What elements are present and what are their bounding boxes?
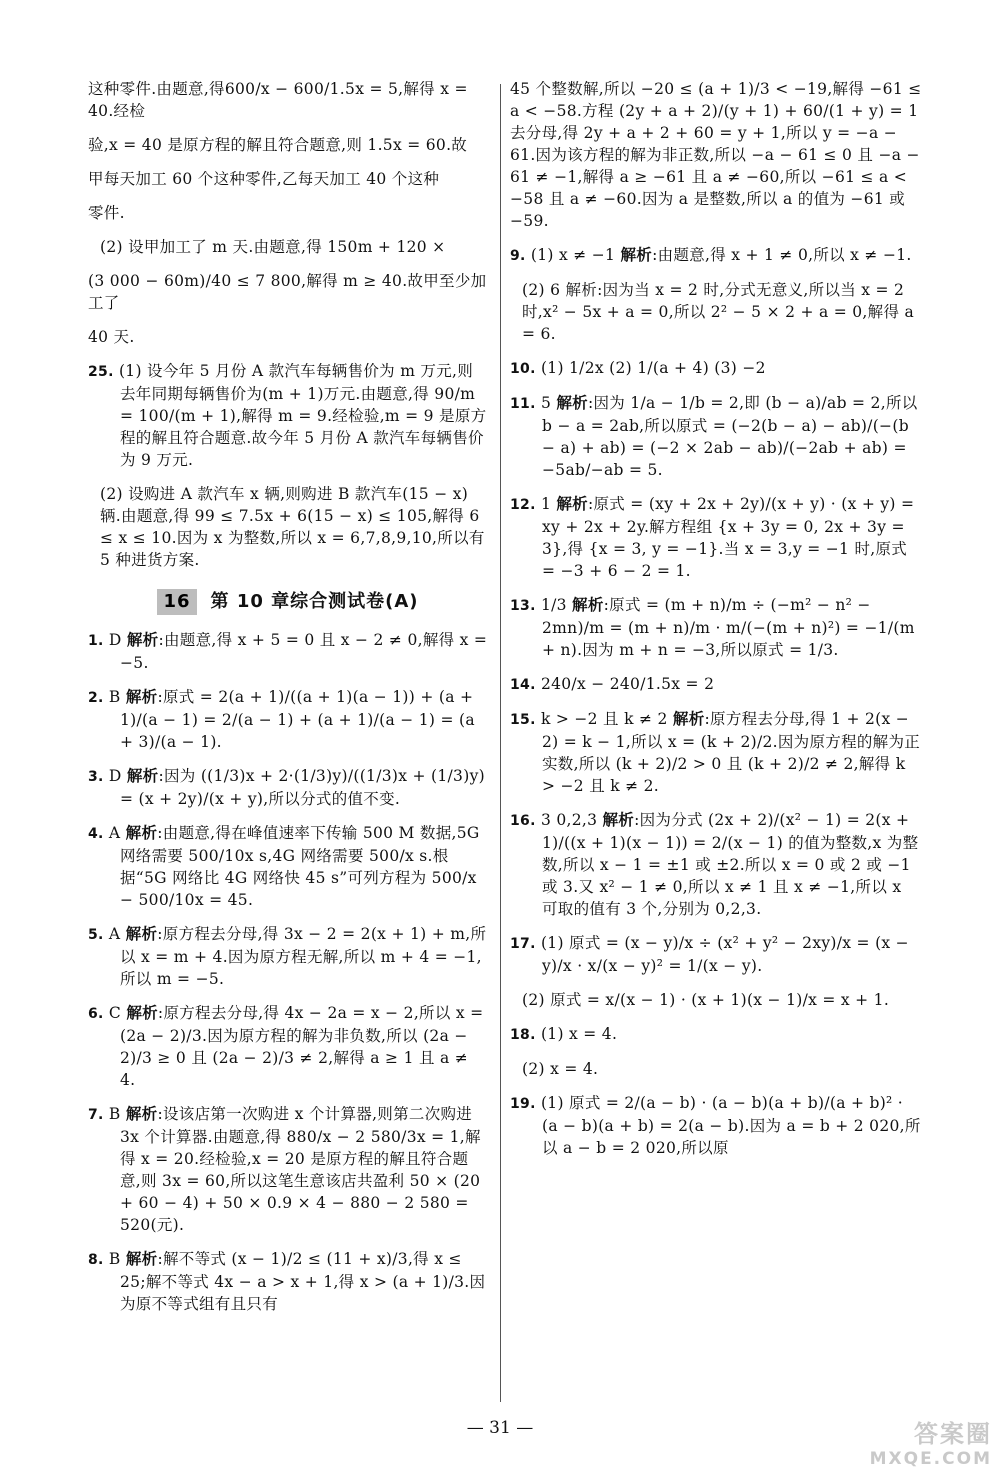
text-line: 45 个整数解,所以 −20 ≤ (a + 1)/3 < −19,解得 −61 ≤ a < −58.方程 (2y + a + 2)/(y + 1) + 60/(1 + y) = 1 去分母,得 2y + a + 2 + 60 = y + 1,所以 y = −a − 61.因为该方程的解为非正数,所以 −a − 61 ≤ 0 且 −a − 61 ≠ −1,解得 a ≥ −61 且 a ≠ −60,所以 −61 ≤ a < −58 且 a ≠ −60.因为 a 是整数,所以 a 的值为 −61 或 −59. xyxy=(510,80,922,230)
answer-item xyxy=(510,708,922,797)
answer-text: :因为 ((1/3)x + 2·(1/3)y)/((1/3)x + (1/3)y) = (x + 2y)/(x + y),所以分式的值不变. xyxy=(120,767,485,808)
answer-text: :原方程去分母,得 1 + 2(x − 2) = k − 1,所以 x = (k + 2)/2.因为原方程的解为正实数,所以 (k + 2)/2 > 0 且 (k + 2)/2 ≠ 2,解得 k > −2 且 k ≠ 2. xyxy=(542,710,921,795)
answer-item xyxy=(510,1023,922,1046)
answer-text: :设该店第一次购进 x 个计算器,则第二次购进 3x 个计算器.由题意,得 880/x − 2 580/3x = 1,解得 x = 20.经检验,x = 20 是原方程的解且符合题意,则 3x = 60,所以这笔生意该店共盈利 50 × (20 + 60 − 4) + 50 × 0.9 × 4 − 880 − 2 580 = 520(元). xyxy=(120,1105,481,1234)
watermark-logo xyxy=(822,1414,992,1470)
answer-text: (1) 设今年 5 月份 A 款汽车每辆售价为 m 万元,则去年同期每辆售价为(m + 1)万元.由题意,得 90/m = 100/(m + 1),解得 m = 9.经检验,m = 9 是原方程的解且符合题意.故今年 5 月份 A 款汽车每辆售价为 9 万元. xyxy=(118,362,487,469)
answer-item xyxy=(88,686,488,753)
analysis-label: 解析 xyxy=(125,824,158,842)
answer-value: (1) 1/2x (2) 1/(a + 4) (3) −2 xyxy=(540,359,766,377)
analysis-label: 解析 xyxy=(125,1105,158,1123)
text-line: (2) 原式 = x/(x − 1) · (x + 1)(x − 1)/x = x + 1. xyxy=(522,991,890,1009)
question-number: 18. xyxy=(510,1027,536,1043)
column-divider xyxy=(500,84,501,1402)
answer-item xyxy=(88,1103,488,1236)
question-number: 6. xyxy=(88,1006,104,1022)
text-line: 这种零件.由题意,得600/x − 600/1.5x = 5,解得 x = 40.经检 xyxy=(88,80,468,120)
answer-item xyxy=(88,822,488,911)
analysis-label: 解析 xyxy=(572,596,604,614)
answer-item xyxy=(510,244,922,267)
answer-text: :原式 = 2(a + 1)/((a + 1)(a − 1)) + (a + 1)/(a − 1) = 2/(a − 1) + (a + 1)/(a − 1) = (a + 3)/(a − 1). xyxy=(120,688,475,751)
answer-value: B xyxy=(108,688,121,706)
answer-item xyxy=(510,493,922,582)
analysis-label: 解析 xyxy=(620,246,653,264)
answer-text: :因为 1/a − 1/b = 2,即 (b − a)/ab = 2,所以 b − a = 2ab,所以原式 = (−2(b − a) − ab)/(−(b − a) + ab) = (−2 × 2ab − ab)/(−2ab + ab) = −5ab/−ab = 5. xyxy=(542,394,918,479)
answer-item xyxy=(88,923,488,990)
left-column xyxy=(88,78,488,1327)
question-number: 3. xyxy=(88,769,104,785)
answer-value: 1 xyxy=(540,495,552,513)
question-number: 4. xyxy=(88,826,104,842)
answer-value: C xyxy=(108,1004,122,1022)
answer-value: 3 0,2,3 xyxy=(540,811,598,829)
analysis-label: 解析 xyxy=(125,688,158,706)
text-line: 验,x = 40 是原方程的解且符合题意,则 1.5x = 60.故 xyxy=(88,136,468,154)
text-line: (2) 6 解析:因为当 x = 2 时,分式无意义,所以当 x = 2 时,x² − 5x + a = 0,所以 2² − 5 × 2 + a = 0,解得 a = 6. xyxy=(522,281,915,343)
page-number: — 31 — xyxy=(466,1418,534,1438)
analysis-label: 解析 xyxy=(556,495,588,513)
answer-text: :因为分式 (2x + 2)/(x² − 1) = 2(x + 1)/((x + 1)(x − 1)) = 2/(x − 1) 的值为整数,x 为整数,所以 x − 1 = ±1 或 ±2.所以 x = 0 或 2 或 −1 或 3.又 x² − 1 ≠ 0,所以 x ≠ 1 且 x ≠ −1,所以 x 可取的值有 3 个,分别为 0,2,3. xyxy=(542,811,919,918)
question-number: 12. xyxy=(510,497,536,513)
answer-text: (1) 原式 = (x − y)/x ÷ (x² + y² − 2xy)/x = (x − y)/x · x/(x − y)² = 1/(x − y). xyxy=(540,934,909,975)
answer-item xyxy=(510,1092,922,1159)
question-number: 13. xyxy=(510,598,536,614)
answer-value: 5 xyxy=(540,394,552,412)
answer-value: 240/x − 240/1.5x = 2 xyxy=(540,675,715,693)
answer-text: :原方程去分母,得 3x − 2 = 2(x + 1) + m,所以 x = m + 4.因为原方程无解,所以 m + 4 = −1,所以 m = −5. xyxy=(120,925,487,988)
answer-item xyxy=(88,765,488,810)
text-line: 40 天. xyxy=(88,328,135,346)
question-number: 10. xyxy=(510,361,536,377)
question-number: 5. xyxy=(88,927,104,943)
answer-text: :由题意,得 x + 5 = 0 且 x − 2 ≠ 0,解得 x = −5. xyxy=(120,631,488,672)
watermark-logo-top: 答案圈 xyxy=(914,1420,992,1448)
text-line: (2) 设购进 A 款汽车 x 辆,则购进 B 款汽车(15 − x)辆.由题意,得 99 ≤ 7.5x + 6(15 − x) ≤ 105,解得 6 ≤ x ≤ 10.因为 x 为整数,所以 x = 6,7,8,9,10,所以有 5 种进货方案. xyxy=(100,485,485,569)
question-number: 19. xyxy=(510,1096,536,1112)
answer-text: :原式 = (m + n)/m ÷ (−m² − n² − 2mn)/m = (m + n)/m · m/(−(m + n)²) = −1/(m + n).因为 m + n = −3,所以原式 = 1/3. xyxy=(542,596,915,659)
text-line: (2) x = 4. xyxy=(522,1060,599,1078)
answer-text: :原方程去分母,得 4x − 2a = x − 2,所以 x = (2a − 2)/3.因为原方程的解为非负数,所以 (2a − 2)/3 ≥ 0 且 (2a − 2)/3 ≠ 2,解得 a ≥ 1 且 a ≠ 4. xyxy=(120,1004,484,1089)
answer-value: B xyxy=(108,1250,121,1268)
text-line: (3 000 − 60m)/40 ≤ 7 800,解得 m ≥ 40.故甲至少加工了 xyxy=(88,272,487,312)
text-line: (2) 设甲加工了 m 天.由题意,得 150m + 120 × xyxy=(100,238,446,256)
answer-text: :由题意,得在峰值速率下传输 500 M 数据,5G 网络需要 500/10x s,4G 网络需要 500/x s.根据“5G 网络比 4G 网络快 45 s”可列方程为 500/x − 500/10x = 45. xyxy=(120,824,480,909)
answer-item xyxy=(88,360,488,471)
question-number: 17. xyxy=(510,936,536,952)
analysis-label: 解析 xyxy=(125,925,158,943)
analysis-label: 解析 xyxy=(125,1250,158,1268)
text-line: 零件. xyxy=(88,204,125,222)
question-number: 8. xyxy=(88,1252,104,1268)
analysis-label: 解析 xyxy=(672,710,705,728)
section-title: 第 10 章综合测试卷(A) xyxy=(210,591,419,612)
answer-item xyxy=(510,809,922,920)
answer-text: :解不等式 (x − 1)/2 ≤ (11 + x)/3,得 x ≤ 25;解不等式 4x − a > x + 1,得 x > (a + 1)/3.因为原不等式组有且只有 xyxy=(120,1250,486,1313)
question-number: 9. xyxy=(510,248,526,264)
question-number: 1. xyxy=(88,633,104,649)
section-number-badge: 16 xyxy=(157,589,196,615)
answer-item xyxy=(88,1248,488,1315)
question-number: 14. xyxy=(510,677,536,693)
answer-item xyxy=(510,932,922,977)
answer-item xyxy=(510,594,922,661)
analysis-label: 解析 xyxy=(126,1004,158,1022)
answer-item xyxy=(88,1002,488,1091)
analysis-label: 解析 xyxy=(126,767,159,785)
analysis-label: 解析 xyxy=(126,631,159,649)
answer-value: D xyxy=(108,767,122,785)
question-number: 25. xyxy=(88,364,114,380)
answer-value: A xyxy=(108,925,121,943)
question-number: 7. xyxy=(88,1107,104,1123)
question-number: 2. xyxy=(88,690,104,706)
answer-value: D xyxy=(108,631,122,649)
right-column xyxy=(510,78,922,1171)
analysis-label: 解析 xyxy=(602,811,635,829)
answer-value: A xyxy=(108,824,121,842)
answer-item xyxy=(88,629,488,674)
answer-value: k > −2 且 k ≠ 2 xyxy=(540,710,668,728)
analysis-label: 解析 xyxy=(556,394,588,412)
answer-text: (1) 原式 = 2/(a − b) · (a − b)(a + b)/(a + b)² · (a − b)(a + b) = 2(a − b).因为 a = b + 2 020,所以 a − b = 2 020,所以原 xyxy=(540,1094,921,1157)
answer-value: 1/3 xyxy=(540,596,567,614)
answer-value: (1) x ≠ −1 xyxy=(530,246,616,264)
question-number: 15. xyxy=(510,712,536,728)
section-heading xyxy=(88,589,488,615)
watermark-logo-bottom: MXQE.COM xyxy=(869,1449,992,1469)
answer-item xyxy=(510,392,922,481)
question-number: 11. xyxy=(510,396,536,412)
text-line: 甲每天加工 60 个这种零件,乙每天加工 40 个这种 xyxy=(88,170,440,188)
answer-text: :由题意,得 x + 1 ≠ 0,所以 x ≠ −1. xyxy=(652,246,912,264)
answer-value: B xyxy=(108,1105,121,1123)
question-number: 16. xyxy=(510,813,536,829)
answer-text: (1) x = 4. xyxy=(540,1025,618,1043)
answer-item xyxy=(510,357,922,380)
answer-text: :原式 = (xy + 2x + 2y)/(x + y) · (x + y) = xy + 2x + 2y.解方程组 {x + 3y = 0, 2x + 3y = 3},得 {x = 3, y = −1}.当 x = 3,y = −1 时,原式 = −3 + 6 − 2 = 1. xyxy=(542,495,915,580)
answer-item xyxy=(510,673,922,696)
